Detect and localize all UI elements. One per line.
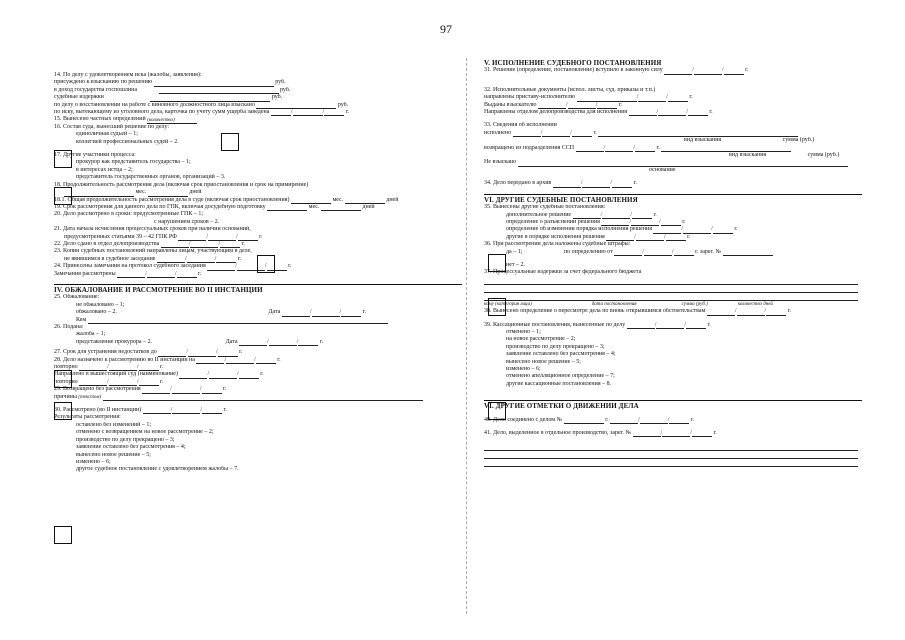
result-unchanged: оставлено без изменений – 1;: [76, 421, 152, 428]
item-15-box[interactable]: [221, 133, 239, 151]
reasons-field[interactable]: [103, 394, 423, 401]
option-state-representative: представитель государственных органов, организаций – 3.: [76, 174, 226, 181]
date-day-field[interactable]: [610, 417, 638, 424]
date-month-field[interactable]: [109, 364, 137, 371]
appellant-label: Кем: [76, 316, 87, 323]
state-duty-label: в доход государства госпошлина: [54, 86, 138, 93]
date-label: Дата: [225, 338, 238, 345]
column-sum: сумма (руб.): [681, 301, 708, 307]
item-29-label: 29. Возвращено без рассмотрения: [54, 386, 141, 393]
year-suffix: г.: [633, 180, 637, 187]
sent-higher-court-label: Направлено в вышестоящий суд (наименование): [54, 371, 178, 378]
date-day-field[interactable]: [653, 227, 681, 234]
item-34-label: 34. Дело передано в архив: [484, 180, 552, 187]
date-month-field[interactable]: [312, 310, 340, 317]
date-month-field[interactable]: [147, 271, 175, 278]
date-year-field[interactable]: [256, 357, 276, 364]
grounds-label: основание: [649, 166, 676, 173]
item-39-label: 39. Кассационные постановления, вынесенные по делу: [484, 321, 626, 328]
date-day-field[interactable]: [513, 130, 541, 137]
year-suffix: г.: [362, 309, 366, 316]
date-year-field[interactable]: [668, 95, 688, 102]
year-suffix: г.: [319, 338, 324, 345]
item-30-box[interactable]: [54, 526, 72, 544]
result-other: другое судебное постановление с удовлетворением жалобы – 7.: [76, 466, 239, 473]
option-single-judge: единоличная судьей – 1;: [76, 131, 138, 138]
date-year-field[interactable]: [238, 234, 258, 241]
year-suffix: г.: [656, 144, 660, 151]
option-appealed: обжаловано – 2.: [76, 309, 117, 316]
date-month-field[interactable]: [631, 219, 659, 226]
item-23-label: 23. Копии судебных постановлений направлены лицам, участвующим в деле,: [54, 248, 252, 255]
year-suffix: г.: [345, 109, 350, 116]
year-suffix: г.: [690, 416, 695, 423]
item-17-box[interactable]: [54, 187, 72, 205]
date-year-field[interactable]: [688, 109, 708, 116]
date-year-field[interactable]: [324, 109, 344, 116]
date-day-field[interactable]: [614, 249, 642, 256]
result-not-considered: заявление оставлено без рассмотрения – 4;: [76, 444, 186, 451]
item-16-box[interactable]: [54, 150, 72, 168]
date-year-field[interactable]: [202, 407, 222, 414]
term-days-field[interactable]: [321, 204, 361, 211]
date-day-field[interactable]: [207, 264, 235, 271]
year-suffix: г.: [734, 226, 738, 233]
left-column: 14. По делу с удовлетворением иска (жалобы, заявления): присуждено к взысканию по решению руб. в доход государства госпошлина руб. судебные издержки руб. по делу о восстановлении на работе с виновного должностного лица взыскано руб. по иску, вытекающему из уголовного дела, карточка по учету сумм ущерба заведена / / г. 15. Вынесено частных определений (количество) 16. Состав суда, вынесший решение по делу: единоличная судьей – 1; коллегией профессиональных судей – 2. 17. Другие участники процесса: прокурор как представитель государства – 1; в интересах истца – 2; представитель государственных органов, организаций – 3. 18. Продолжительность рассмотрения дела (включая срок приостановления и срок на примирение) мес. дней 18.1. Общая продолжительность рассмотрения дела в суде (включая срок приостановления) мес. дней 19. Срок рассмотрения для данного дела по ГПК, включая досудебную подготовку мес. дней 20. Дело рассмотрено в сроки: предусмотренные ГПК – 1; с нарушением сроков – 2. 21. Дата начала исчисления процессуальных сроков при наличии оснований, предусмотренных статьями 39 – 42 ГПК РФ / / г. 22. Дело сдано в отдел делопроизводства / / г. 23. Копии судебных постановлений направлены лицам, участвующим в деле, не явившимся в судебное заседание / / г. 24. Принесены замечания на протокол судебного заседания / / г. Замечания рассмотрены / / г. IV. ОБЖАЛОВАНИЕ И РАССМОТРЕНИЕ ВО II ИНСТАНЦИИ 25. Обжалование: не обжаловано – 1; обжаловано – 2. Дата / / г. Кем 26. Подана: жалоба – 1; представление прокурора – 2. Дата / / г. 27. Срок для устранения недостатков до / / г. 28. Дело назначено к рассмотрению во II инстанции на / / г. повторно / / г. Направлено в вышестоящий суд (наименование) / / г. повторно / / г. 29. Возвращено без рассмотрения / / г. причины (текстом) 30. Рассмотрено (во II инстанции) / / г. Результаты рассмотрения: оставлено без изменений – 1; отменено с возвращением на новое рассмотрение – 2; производство по делу прекращено – 3; заявление оставлено без рассмотрения – 4; вынесено новое решение – 5; изменено – 6; другое судебное постановление с удовлетворением жалобы – 7.: [54, 72, 462, 474]
date-year-field[interactable]: [220, 241, 240, 248]
item-25-label: 25. Обжалование:: [54, 294, 100, 301]
section-7-title: VI. ДРУГИЕ ОТМЕТКИ О ДВИЖЕНИИ ДЕЛА: [484, 400, 862, 410]
date-day-field[interactable]: [178, 234, 206, 241]
item-20-label: 20. Дело рассмотрено в сроки: предусмотренные ГПК – 1;: [54, 211, 204, 218]
executed-field[interactable]: [598, 130, 798, 137]
option-not-appealed: не обжаловано – 1;: [76, 301, 125, 308]
item-27-label: 27. Срок для устранения недостатков до: [54, 349, 157, 356]
item-35-label: 35. Вынесены другие судебные постановления:: [484, 204, 606, 211]
column-recipient: кому (категория лица): [484, 301, 532, 307]
year-suffix: г.: [709, 109, 713, 116]
date-year-field[interactable]: [632, 212, 652, 219]
page-fold-line: [466, 58, 467, 614]
year-suffix: г.: [198, 270, 202, 277]
date-month-field[interactable]: [209, 372, 237, 379]
sum-label: сумма (руб.): [807, 152, 840, 159]
sum-label: сумма (руб.): [782, 137, 815, 144]
date-month-field[interactable]: [226, 357, 254, 364]
option-violated-terms: с нарушением сроков – 2.: [154, 218, 220, 225]
returned-field[interactable]: [661, 145, 791, 152]
fines-yes: да – 1;: [506, 248, 523, 255]
date-year-field[interactable]: [239, 372, 259, 379]
cassation-not-considered: заявление оставлено без рассмотрения – 4;: [506, 351, 616, 358]
reinstatement-label: по делу о восстановлении на работе с виновного должностного лица взыскано: [54, 101, 255, 108]
reasons-label: причины: [54, 393, 77, 400]
awarded-field[interactable]: [154, 80, 274, 87]
item-36-box[interactable]: [488, 298, 506, 316]
date-day-field[interactable]: [627, 322, 655, 329]
year-suffix: г.: [707, 321, 711, 328]
date-month-field[interactable]: [662, 430, 690, 437]
cassation-terminated: производство по делу прекращено – 3;: [506, 343, 605, 350]
repeat-label: повторно: [54, 378, 78, 385]
repeat-label: повторно: [54, 364, 78, 371]
date-day-field[interactable]: [161, 241, 189, 248]
date-month-field[interactable]: [636, 234, 664, 241]
date-month-field[interactable]: [542, 130, 570, 137]
item-36-label: 36. При рассмотрении дела наложены судебные штрафы:: [484, 241, 631, 248]
date-year-field[interactable]: [669, 417, 689, 424]
year-suffix: г.: [237, 255, 242, 262]
date-year-field[interactable]: [692, 430, 712, 437]
days-label: дней: [362, 203, 375, 210]
notes-line[interactable]: [484, 451, 858, 459]
date-day-field[interactable]: [606, 234, 634, 241]
date-month-field[interactable]: [187, 256, 215, 263]
item-21-articles: предусмотренных статьями 39 – 42 ГПК РФ: [64, 233, 177, 240]
months-label: мес.: [308, 203, 320, 210]
year-suffix: г.: [223, 407, 227, 414]
fines-no: нет – 2.: [506, 261, 525, 268]
result-new-decision: вынесено новое решение – 5;: [76, 451, 151, 458]
date-month-field[interactable]: [568, 102, 596, 109]
date-day-field[interactable]: [196, 357, 224, 364]
year-suffix: г.: [259, 233, 263, 240]
clarification-label: определение о разъяснении решения: [506, 218, 600, 225]
year-suffix: г.: [618, 101, 623, 108]
date-month-field[interactable]: [602, 212, 630, 219]
reasons-note: (текстом): [78, 394, 102, 400]
date-month-field[interactable]: [269, 339, 297, 346]
costs-line[interactable]: [484, 293, 858, 301]
item-16-label: 16. Состав суда, вынесший решение по делу:: [54, 123, 170, 130]
date-month-field[interactable]: [172, 407, 200, 414]
date-year-field[interactable]: [139, 364, 159, 371]
date-day-field[interactable]: [576, 145, 604, 152]
currency-label: руб.: [337, 101, 349, 108]
date-year-field[interactable]: [766, 309, 786, 316]
date-month-field[interactable]: [694, 68, 722, 75]
days-label: дней: [189, 189, 202, 196]
months-label: мес.: [332, 196, 344, 203]
joined-case-field[interactable]: [564, 417, 604, 424]
date-month-field[interactable]: [656, 322, 684, 329]
date-year-field[interactable]: [298, 339, 318, 346]
column-ruling-date: дата постановления: [591, 301, 637, 307]
results-label: Результаты рассмотрения:: [54, 414, 121, 421]
remarks-reviewed-label: Замечания рассмотрены: [54, 270, 116, 277]
execution-change-label: определение об изменении порядка исполнения решения: [506, 226, 652, 233]
year-suffix: г.: [260, 371, 264, 378]
item-38-label: 38. Вынесено определение о пересмотре дела по вновь открывшимся обстоятельствам: [484, 308, 706, 315]
item-35-box[interactable]: [488, 254, 506, 272]
year-suffix: г.: [713, 430, 717, 437]
item-22-label: 22. Дело сдано в отдел делопроизводства: [54, 240, 160, 247]
item-25-box[interactable]: [54, 370, 72, 388]
date-year-field[interactable]: [572, 130, 592, 137]
item-37-label: 37. Процессуальные издержки за счет федерального бюджета: [484, 269, 642, 276]
date-month-field[interactable]: [188, 350, 216, 357]
sent-records-label: Направлены отделом делопроизводства для исполнения: [484, 109, 628, 116]
date-year-field[interactable]: [612, 181, 632, 188]
date-day-field[interactable]: [143, 407, 171, 414]
date-month-field[interactable]: [172, 387, 200, 394]
item-15-field[interactable]: (количество): [147, 117, 197, 124]
year-suffix: г.: [689, 94, 693, 101]
item-33-label: 33. Сведения об исполнении: [484, 122, 557, 129]
months-label: мес.: [135, 189, 147, 196]
date-day-field[interactable]: [573, 212, 601, 219]
cassation-cancelled: отменено – 1;: [506, 328, 541, 335]
date-month-field[interactable]: [109, 379, 137, 386]
year-suffix: г.: [241, 240, 245, 247]
date-year-field[interactable]: [674, 249, 694, 256]
sent-bailiff-label: направлены приставу-исполнителю: [484, 94, 576, 101]
date-day-field[interactable]: [601, 219, 629, 226]
court-costs-field[interactable]: [150, 95, 270, 102]
date-month-field[interactable]: [658, 109, 686, 116]
date-month-field[interactable]: [737, 309, 765, 316]
currency-label: руб.: [280, 86, 291, 93]
date-year-field[interactable]: [661, 219, 681, 226]
item-30-label: 30. Рассмотрено (во II инстанции): [54, 407, 142, 414]
item-19-label: 19. Срок рассмотрения для данного дела по ГПК, включая досудебную подготовку: [54, 203, 266, 210]
date-year-field[interactable]: [218, 350, 238, 357]
item-26-label: 26. Подана:: [54, 324, 84, 330]
option-complaint: жалоба – 1;: [76, 331, 106, 338]
issued-claimant-label: Выданы взыскателю: [484, 101, 537, 108]
ruling-from-label: по определению от: [563, 248, 613, 255]
date-day-field[interactable]: [179, 372, 207, 379]
date-day-field[interactable]: [157, 256, 185, 263]
state-duty-field[interactable]: [159, 87, 279, 94]
option-panel-judges: коллегией профессиональных судей – 2.: [76, 138, 179, 145]
section-5-title: V. ИСПОЛНЕНИЕ СУДЕБНОГО ПОСТАНОВЛЕНИЯ: [484, 59, 662, 67]
currency-label: руб.: [275, 79, 286, 86]
appellant-field[interactable]: [88, 317, 388, 324]
year-suffix: г.: [277, 356, 281, 363]
date-label: Дата: [268, 309, 281, 316]
item-41-label: 41. Дело, выделенное в отдельное производство, зарег. №: [484, 430, 632, 437]
option-prosecutor-submission: представление прокурора – 2.: [76, 338, 153, 345]
date-month-field[interactable]: [644, 249, 672, 256]
section-6-title: VI. ДРУГИЕ СУДЕБНЫЕ ПОСТАНОВЛЕНИЯ: [484, 194, 862, 204]
date-day-field[interactable]: [239, 339, 267, 346]
date-day-field[interactable]: [664, 68, 692, 75]
date-year-field[interactable]: [597, 102, 617, 109]
collection-type-label: вид взыскания: [684, 137, 722, 144]
year-suffix: г.: [239, 349, 243, 356]
page-number: 97: [440, 22, 452, 36]
year-suffix: г.: [787, 308, 791, 315]
item-15-label: 15. Вынесено частных определений: [54, 116, 146, 123]
date-day-field[interactable]: [142, 387, 170, 394]
date-day-field[interactable]: [577, 95, 637, 102]
date-month-field[interactable]: [190, 241, 218, 248]
executed-label: исполнено: [484, 129, 512, 136]
cassation-new-decision: вынесено новое решение – 5;: [506, 358, 581, 365]
date-month-field[interactable]: [208, 234, 236, 241]
date-day-field[interactable]: [553, 181, 581, 188]
date-day-field[interactable]: [79, 379, 107, 386]
item-14-title: 14. По делу с удовлетворением иска (жалобы, заявления):: [54, 72, 202, 78]
option-prosecutor: прокурор как представитель государства – 1;: [76, 159, 191, 166]
option-plaintiff-interest: в интересах истца – 2;: [76, 166, 133, 173]
total-days-field[interactable]: [345, 197, 385, 204]
item-26-box[interactable]: [54, 402, 72, 420]
item-28-label: 28. Дело назначено к рассмотрению во II инстанции на: [54, 356, 195, 363]
date-year-field[interactable]: [713, 227, 733, 234]
year-suffix: г.: [288, 263, 292, 270]
court-costs-label: судебные издержки: [54, 94, 104, 101]
item-31-label: 31. Решение (определение, постановление) вступило в законную силу: [484, 67, 663, 74]
year-suffix: г.: [593, 129, 597, 136]
reinstatement-field[interactable]: [256, 102, 336, 109]
cassation-other: другие кассационные постановления – 8.: [506, 380, 612, 387]
result-returned: отменено с возвращением на новое рассмотрение – 2;: [76, 429, 214, 436]
date-year-field[interactable]: [686, 322, 706, 329]
year-suffix: г.: [160, 378, 164, 385]
date-month-field[interactable]: [605, 145, 633, 152]
date-year-field[interactable]: [139, 379, 159, 386]
right-column: V. ИСПОЛНЕНИЕ СУДЕБНОГО ПОСТАНОВЛЕНИЯ 31. Решение (определение, постановление) вступило в законную силу / / г. 32. Исполнительные документы (испол. листы, суд. приказы и т.п.) направлены приставу-исполнителю / / г. Выданы взыскателю / / г. Направлены отделом делопроизводства для исполнения / / г. 33. Сведения об исполнении исполнено / / г. вид взыскания сумма (руб.) возвращено из подразделения ССП / / г. вид взыскания сумма (руб.) Не взыскано основание 34. Дело передано в архив / / г. VI. ДРУГИЕ СУДЕБНЫЕ ПОСТАНОВЛЕНИЯ 35. Вынесены другие судебные постановления: дополнительное решение / / г. определение о разъяснении решения / / г. определение об изменении порядка исполнения решения / / г. другие в порядке исполнения решения / / г. 36. При рассмотрении дела наложены судебные штрафы: да – 1; по определению от / / г. зарег. № нет – 2. 37. Процессуальные издержки за счет федерального бюджета кому (категория лица) дата постановления сумма (руб.) количество дней 38. Вынесено определение о пересмотре дела по вновь открывшимся обстоятельствам / / г. 39. Кассационные постановления, вынесенные по делу / / г. отменено – 1; на новое рассмотрение – 2; производство по делу прекращено – 3; заявление оставлено без рассмотрения – 4; вынесено новое решение – 5; изменено – 6; отменено апелляционное определение – 7; другие кассационные постановления – 8. VI. ДРУГИЕ ОТМЕТКИ О ДВИЖЕНИИ ДЕЛА 40. Дело соединено с делом № г. / / г. 41. Дело, выделенное в отдельное производство, зарег. № / / г.: [484, 58, 862, 467]
year-suffix: г.: [160, 364, 164, 371]
cassation-new-review: на новое рассмотрение – 2;: [506, 336, 576, 343]
section-4-title: IV. ОБЖАЛОВАНИЕ И РАССМОТРЕНИЕ ВО II ИНСТАНЦИИ: [54, 284, 462, 294]
collection-type-label: вид взыскания: [729, 152, 767, 159]
date-year-field[interactable]: [202, 387, 222, 394]
date-year-field[interactable]: [724, 68, 744, 75]
currency-label: руб.: [271, 94, 283, 101]
registration-field[interactable]: [723, 249, 773, 256]
days-label: дней: [386, 196, 399, 203]
date-day-field[interactable]: [271, 109, 291, 116]
date-day-field[interactable]: [629, 109, 657, 116]
separate-case-field[interactable]: [633, 430, 661, 437]
year-suffix: г.: [682, 218, 686, 225]
date-month-field[interactable]: [638, 95, 666, 102]
cassation-appeal-cancelled: отменено апелляционное определение – 7;: [506, 373, 615, 380]
year-suffix: г.: [745, 67, 749, 74]
date-year-field[interactable]: [216, 256, 236, 263]
item-32-label: 32. Исполнительные документы (испол. листы, суд. приказы и т.п.): [484, 86, 656, 93]
item-17-label: 17. Другие участники процесса:: [54, 152, 136, 159]
result-terminated: производство по делу прекращено – 3;: [76, 436, 175, 443]
date-year-field[interactable]: [341, 310, 361, 317]
supplementary-decision-label: дополнительное решение: [506, 211, 572, 218]
column-days: количество дней: [737, 301, 773, 307]
item-18-label: 18. Продолжительность рассмотрения дела (включая срок приостановления и срок на примирение): [54, 181, 309, 188]
year-suffix: г.: [653, 211, 657, 218]
damage-card-label: по иску, вытекающему из уголовного дела, карточка по учету сумм ущерба заведена: [54, 109, 270, 116]
result-changed: изменено – 6;: [76, 458, 111, 465]
costs-line[interactable]: [484, 277, 858, 285]
term-months-field[interactable]: [267, 204, 307, 211]
item-40-label: 40. Дело соединено с делом №: [484, 416, 563, 423]
item-24-label: 24. Принесены замечания на протокол судебного заседания: [54, 263, 206, 270]
date-day-field[interactable]: [158, 350, 186, 357]
costs-line[interactable]: [484, 285, 858, 293]
item-18-1-label: 18.1. Общая продолжительность рассмотрения дела в суде (включая срок приостановления): [54, 196, 290, 203]
awarded-label: присуждено к взысканию по решению: [54, 79, 153, 86]
duration-months-field[interactable]: [64, 190, 134, 197]
item-23-absent: не явившимся в судебное заседание: [64, 255, 156, 262]
notes-line[interactable]: [484, 459, 858, 467]
other-execution-label: другие в порядке исполнения решения: [506, 233, 605, 240]
duration-days-field[interactable]: [148, 190, 188, 197]
not-collected-label: Не взыскано: [484, 159, 517, 166]
date-day-field[interactable]: [707, 309, 735, 316]
date-year-field[interactable]: [666, 234, 686, 241]
year-suffix: г.: [605, 416, 609, 423]
year-suffix: г.: [223, 386, 227, 393]
item-39-box[interactable]: [488, 402, 506, 420]
item-20-box[interactable]: [257, 255, 275, 273]
year-suffix: г.: [687, 233, 691, 240]
date-month-field[interactable]: [640, 417, 668, 424]
date-month-field[interactable]: [582, 181, 610, 188]
not-collected-field[interactable]: [518, 160, 848, 167]
date-year-field[interactable]: [635, 145, 655, 152]
item-21-label: 21. Дата начала исчисления процессуальных сроков при наличии оснований,: [54, 226, 251, 233]
date-month-field[interactable]: [293, 109, 323, 116]
returned-ssp-label: возвращено из подразделения ССП: [484, 144, 575, 151]
date-day-field[interactable]: [79, 364, 107, 371]
date-day-field[interactable]: [538, 102, 566, 109]
date-day-field[interactable]: [117, 271, 145, 278]
registration-label: г. зарег. №: [695, 248, 722, 255]
notes-line[interactable]: [484, 443, 858, 451]
date-month-field[interactable]: [683, 227, 711, 234]
date-day-field[interactable]: [282, 310, 310, 317]
total-months-field[interactable]: [291, 197, 331, 204]
date-year-field[interactable]: [177, 271, 197, 278]
cassation-changed: изменено – 6;: [506, 366, 541, 372]
